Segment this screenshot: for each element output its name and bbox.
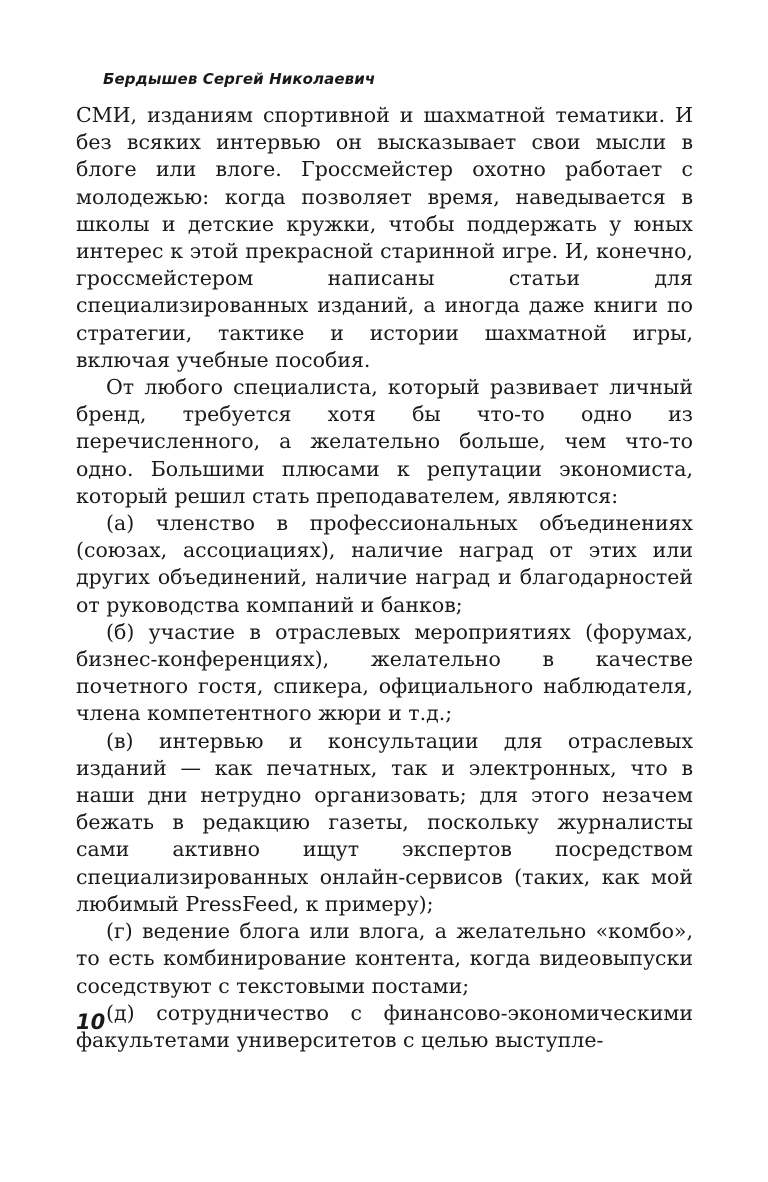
- paragraph-continuation: СМИ, изданиям спортивной и шахматной тематики. И без всяких интервью он высказывает свои мысли в блоге или влоге. Гроссмейстер охотно работает с молодежью: когда позволяет время, наведывается в школы и детские кружки, чтобы поддержать у юных интерес к этой прекрасной старинной игре. И, конечно, гроссмейстером написаны статьи для специализированных изданий, а иногда даже книги по стратегии, тактике и истории шахматной игры, включая учебные пособия.: [76, 103, 693, 372]
- list-item-a: (а) членство в профессиональных объединениях (союзах, ассоциациях), наличие наград от этих или других объединений, наличие наград и благодарностей от руководства компаний и банков;: [76, 511, 693, 617]
- list-item-b: (б) участие в отраслевых мероприятиях (форумах, бизнес-конференциях), желательно в качестве почетного гостя, спикера, официального наблюдателя, члена компетентного жюри и т.д.;: [76, 619, 693, 726]
- list-item-g: (г) ведение блога или влога, а желательно «комбо», то есть комбинирование контента, когда видеовыпуски соседствуют с текстовыми постами;: [76, 919, 693, 998]
- body-text: [76, 102, 693, 1054]
- page-number: 10: [76, 1010, 106, 1034]
- running-header-author: Бердышев Сергей Николаевич: [103, 70, 376, 88]
- list-item-v: (в) интервью и консультации для отраслевых изданий — как печатных, так и электронных, что в наши дни нетрудно организовать; для этого незачем бежать в редакцию газеты, поскольку журналисты сами активно ищут экспертов посредством специализированных онлайн-сервисов (таких, как мой любимый PressFeed, к примеру);: [76, 728, 693, 916]
- paragraph-intro: От любого специалиста, который развивает личный бренд, требуется хотя бы что-то одно из перечисленного, а желательно больше, чем что-то одно. Большими плюсами к репутации экономиста, который решил стать преподавателем, являются:: [76, 375, 693, 508]
- list-item-d: (д) сотрудничество с финансово-экономическими факультетами университетов с целью выступле-: [76, 1000, 693, 1052]
